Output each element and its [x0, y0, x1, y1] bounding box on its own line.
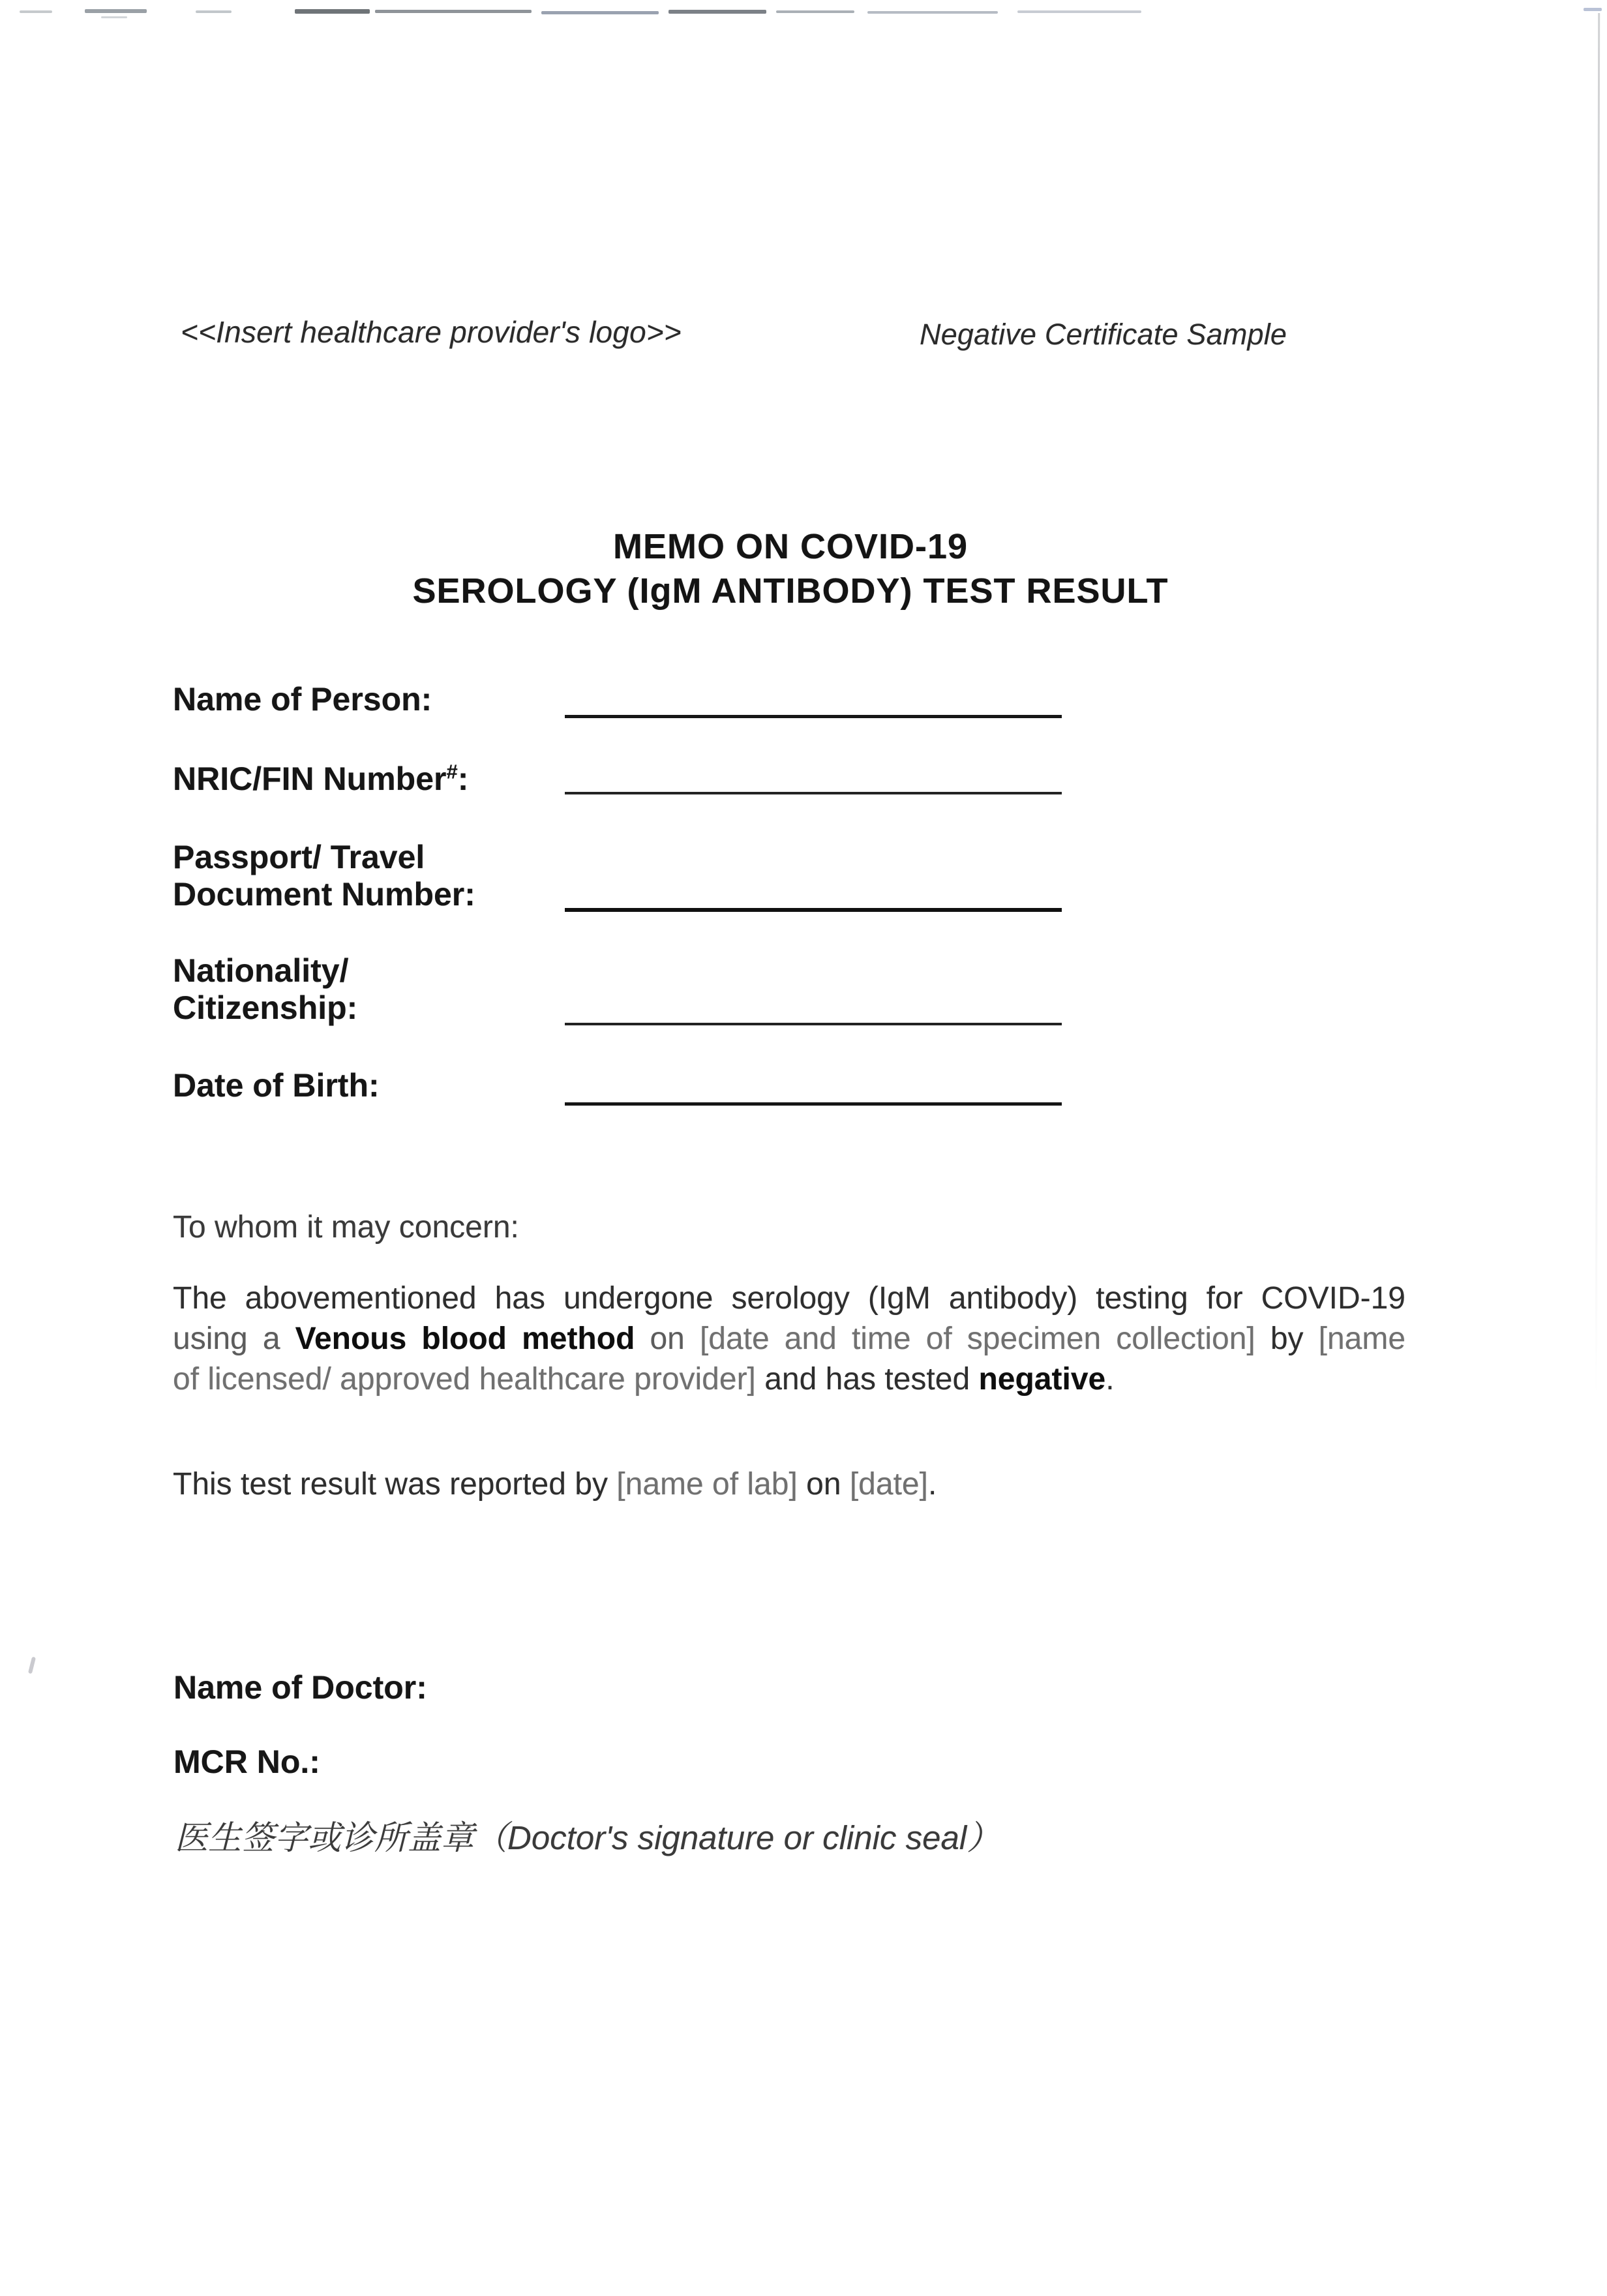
- blank-line-date-of-birth: [565, 1102, 1062, 1106]
- scan-artifact: [776, 10, 854, 13]
- doctor-name-label: Name of Doctor:: [173, 1669, 427, 1706]
- text-segment: using a: [173, 1322, 295, 1356]
- field-label-nationality-line2: Citizenship:: [173, 989, 358, 1026]
- logo-placeholder-note: <<Insert healthcare provider's logo>>: [181, 315, 682, 349]
- field-label-nationality-line1: Nationality/: [173, 952, 349, 989]
- field-label-nric-fin-text: NRIC/FIN Number: [173, 761, 447, 797]
- scan-artifact: [867, 11, 998, 14]
- paragraph-line-2: [173, 1319, 1405, 1359]
- field-label-nric-fin: [173, 761, 468, 798]
- text-segment: on: [797, 1467, 850, 1502]
- scan-artifact: [375, 10, 532, 13]
- text-segment: by: [1255, 1322, 1319, 1356]
- paragraph-line-1: [173, 1278, 1405, 1319]
- scan-artifact: [85, 9, 147, 13]
- blank-line-nric-fin: [565, 792, 1062, 794]
- blank-line-nationality: [565, 1023, 1062, 1025]
- reported-by-line: [173, 1466, 937, 1502]
- signature-seal-caption: 医生签字或诊所盖章（Doctor's signature or clinic seal）: [175, 1819, 1000, 1856]
- mcr-number-label: MCR No.:: [173, 1744, 320, 1780]
- scan-artifact: [295, 9, 370, 14]
- text-segment: [name of lab]: [616, 1467, 798, 1502]
- text-segment: Venous blood method: [295, 1322, 635, 1356]
- text-segment: The abovementioned has undergone serology (IgM antibody) testing for COVID-19: [173, 1281, 1405, 1316]
- text-segment: of licensed/ approved healthcare provider]: [173, 1362, 756, 1397]
- field-label-date-of-birth: Date of Birth:: [173, 1067, 380, 1104]
- text-segment: [name: [1318, 1322, 1406, 1356]
- document-title-line1: MEMO ON COVID-19: [612, 527, 969, 566]
- text-segment: .: [1105, 1362, 1115, 1397]
- text-segment: This test result was reported by: [173, 1467, 617, 1502]
- sample-label-note: Negative Certificate Sample: [920, 318, 1287, 351]
- text-segment: on: [635, 1322, 700, 1356]
- document-title: [171, 524, 1410, 613]
- paragraph-line-3: [173, 1359, 1405, 1400]
- field-label-name-of-person: Name of Person:: [173, 681, 432, 718]
- scan-artifact: [20, 10, 52, 13]
- text-segment: [date and time of specimen collection]: [699, 1322, 1255, 1356]
- field-label-nric-fin-colon: :: [457, 761, 469, 797]
- field-label-passport-line2: Document Number:: [173, 876, 475, 913]
- scan-edge-line: [1595, 13, 1600, 1396]
- blank-line-passport: [565, 908, 1062, 912]
- scan-artifact: [668, 10, 766, 14]
- document-title-line2: SEROLOGY (IgM ANTIBODY) TEST RESULT: [412, 571, 1169, 611]
- field-label-passport-line1: Passport/ Travel: [173, 839, 425, 875]
- scan-artifact: [101, 16, 127, 18]
- scan-artifact: [1584, 8, 1602, 11]
- scan-speck: [28, 1657, 36, 1674]
- salutation: To whom it may concern:: [173, 1210, 519, 1245]
- footnote-marker: #: [446, 760, 458, 783]
- blank-line-name-of-person: [565, 715, 1062, 718]
- text-segment: and has tested: [755, 1362, 979, 1397]
- text-segment: negative: [978, 1362, 1106, 1397]
- scan-artifact: [196, 10, 232, 13]
- scan-artifact: [541, 11, 659, 14]
- text-segment: [date]: [849, 1467, 928, 1502]
- text-segment: .: [927, 1467, 937, 1502]
- body-paragraph: [173, 1278, 1405, 1400]
- scan-artifact: [1017, 10, 1141, 13]
